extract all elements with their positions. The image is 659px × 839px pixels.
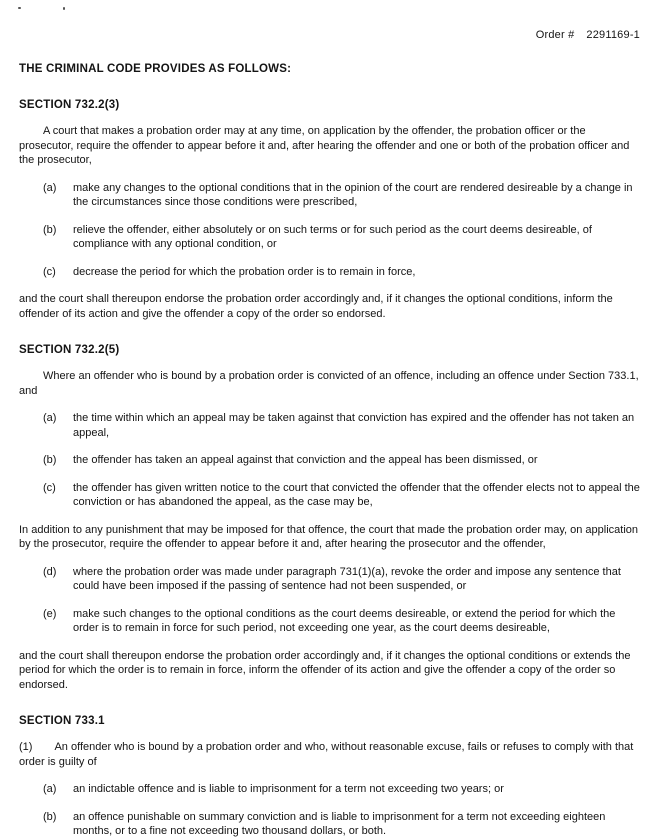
- numbered-item-label: (1): [19, 741, 33, 753]
- paragraph: and the court shall thereupon endorse the probation order accordingly and, if it changes the optional conditions or extends the period for which the order is to remain in force, inform the offender of its action and give the offender a copy of the order so endorsed.: [19, 649, 631, 691]
- list-item: [19, 782, 640, 797]
- scan-artifact: [63, 7, 65, 10]
- paragraph: Where an offender who is bound by a probation order is convicted of an offence, including an offence under Section 733.1, and: [19, 370, 639, 397]
- paragraph: and the court shall thereupon endorse the probation order accordingly and, if it changes the optional conditions, inform the offender of its action and give the offender a copy of the order so endorsed.: [19, 293, 613, 320]
- list-item-label: (e): [43, 607, 57, 620]
- section-heading: SECTION 733.1: [19, 715, 105, 727]
- numbered-item-text: An offender who is bound by a probation order and who, without reasonable excuse, fails or refuses to comply with that order is guilty of: [19, 741, 634, 768]
- list-item: [19, 223, 640, 252]
- list-item-text: an offence punishable on summary conviction and is liable to imprisonment for a term not exceeding eighteen months, or to a fine not exceeding two thousand dollars, or both.: [73, 810, 606, 837]
- order-number-label: Order #: [535, 29, 575, 41]
- list-item-text: decrease the period for which the probation order is to remain in force,: [73, 265, 416, 278]
- list-item-label: (b): [43, 223, 57, 236]
- list-item-label: (c): [43, 265, 56, 278]
- section-heading: SECTION 732.2(5): [19, 344, 120, 356]
- paragraph: A court that makes a probation order may at any time, on application by the offender, the probation officer or the prosecutor, require the offender to appear before it and, after hearing the offender and one or both of the probation officer and the prosecutor,: [19, 125, 630, 166]
- list-item-label: (a): [43, 783, 57, 795]
- list-item-text: an indictable offence and is liable to imprisonment for a term not exceeding two years; or: [73, 783, 504, 795]
- list-item: [19, 265, 640, 280]
- list-item: [19, 411, 640, 440]
- list-item-label: (c): [43, 481, 56, 494]
- document-body: [19, 98, 640, 839]
- document-title: THE CRIMINAL CODE PROVIDES AS FOLLOWS:: [19, 63, 292, 75]
- list-item: [19, 565, 640, 594]
- list-item-label: (b): [43, 810, 57, 823]
- scan-artifact: [18, 7, 21, 9]
- list-item-text: relieve the offender, either absolutely or on such terms or for such period as the court deems desireable, of compliance with any optional condition, or: [73, 223, 592, 250]
- list-item-label: (a): [43, 412, 57, 424]
- list-item: [19, 181, 640, 210]
- list-item-text: the time within which an appeal may be taken against that conviction has expired and the offender has not taken an appeal,: [73, 412, 635, 439]
- list-item-label: (b): [43, 454, 57, 466]
- list-item: [19, 810, 640, 839]
- list-item: [19, 453, 640, 468]
- numbered-item: [19, 740, 640, 769]
- list-item: [19, 607, 640, 636]
- order-number-line: [19, 0, 640, 42]
- section-heading: SECTION 732.2(3): [19, 99, 120, 111]
- list-item-text: the offender has given written notice to the court that convicted the offender that the offender elects not to appeal the conviction or has abandoned the appeal, as the case may be,: [73, 481, 640, 508]
- list-item-text: the offender has taken an appeal against that conviction and the appeal has been dismissed, or: [73, 454, 538, 466]
- list-item-label: (d): [43, 565, 57, 578]
- list-item: [19, 481, 640, 510]
- list-item-text: make any changes to the optional conditions that in the opinion of the court are rendered desireable by a change in the circumstances since those conditions were prescribed,: [73, 181, 633, 208]
- list-item-text: make such changes to the optional conditions as the court deems desireable, or extend the period for which the order is to remain in force for such period, not exceeding one year, as the court deems desireable,: [73, 607, 616, 634]
- list-item-text: where the probation order was made under paragraph 731(1)(a), revoke the order and impose any sentence that could have been imposed if the passing of sentence had not been suspended, or: [73, 565, 621, 592]
- order-number-value: 2291169-1: [586, 29, 640, 41]
- paragraph: In addition to any punishment that may be imposed for that offence, the court that made the probation order may, on application by the prosecutor, require the offender to appear before it and, after hearing the prosecutor and the offender,: [19, 523, 639, 550]
- list-item-label: (a): [43, 181, 57, 194]
